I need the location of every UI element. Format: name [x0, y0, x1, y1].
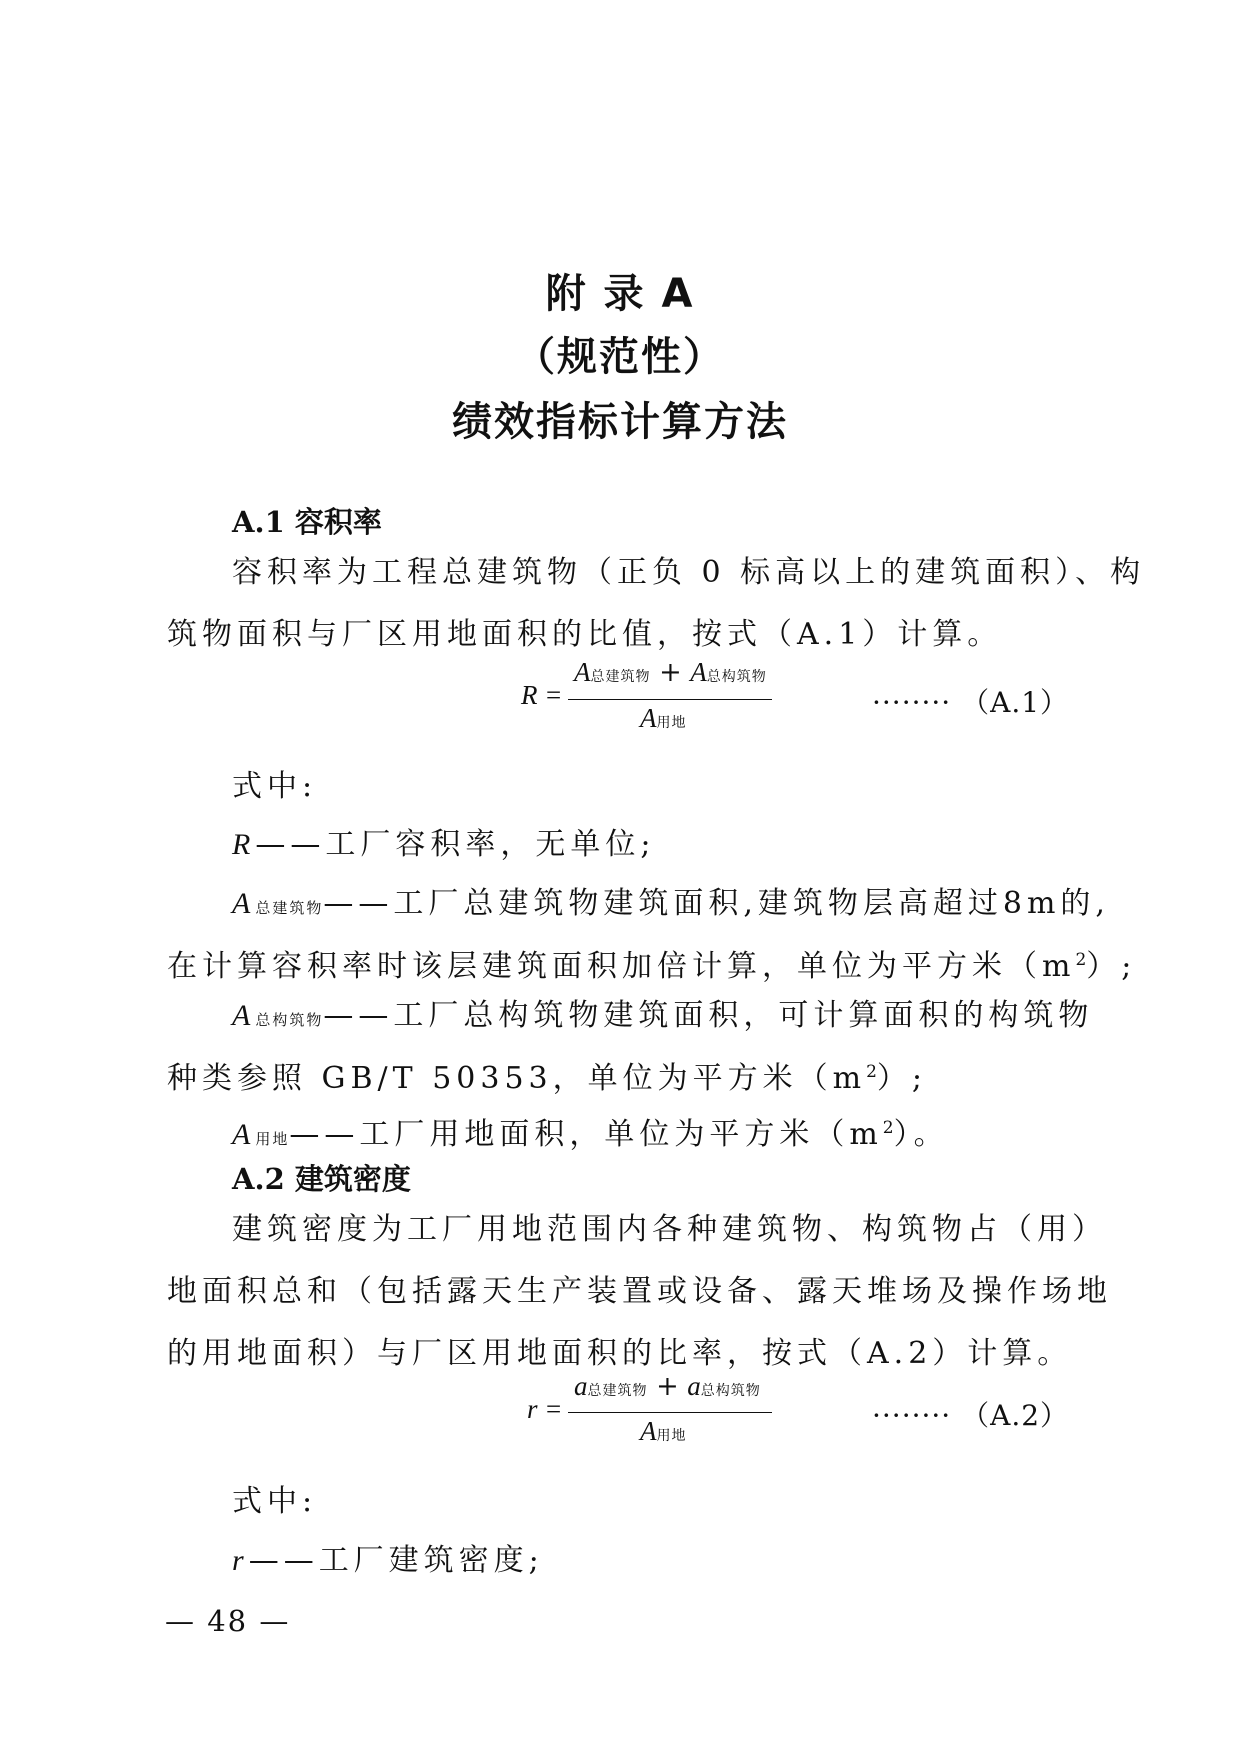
formula-a2-lhs: r = — [527, 1394, 563, 1424]
appendix-subject-title: 绩效指标计算方法 — [452, 399, 788, 445]
section-a1-paragraph-line2: 筑物面积与厂区用地面积的比值，按式（A.1）计算。 — [167, 617, 1003, 652]
formula-a2-fraction-bar — [568, 1412, 772, 1413]
formula-a1-fraction-bar — [568, 699, 772, 700]
section-a2-paragraph-line1: 建筑密度为工厂用地范围内各种建筑物、构筑物占（用） — [232, 1212, 1107, 1247]
section-a2-paragraph-line3: 的用地面积）与厂区用地面积的比率，按式（A.2）计算。 — [167, 1336, 1073, 1371]
section-a1-where: 式中: — [232, 769, 318, 804]
definition-a-total-structures-line2: 种类参照 GB/T 50353，单位为平方米$(m^2)$; — [167, 1061, 928, 1096]
definition-a-land: A用地——工厂用地面积，单位为平方米$(m^2)$。 — [232, 1117, 949, 1152]
page-number: — 48 — — [165, 1604, 291, 1638]
definition-a-total-buildings: A总建筑物——工厂总建筑物建筑面积,建筑物层高超过8m的, — [232, 886, 1110, 921]
formula-a2-numerator: a总建筑物 + a总构筑物 — [574, 1371, 761, 1402]
section-a2-where: 式中: — [232, 1484, 318, 1519]
formula-a2-number: ········ （A.2） — [872, 1399, 1070, 1432]
definition-r-density: r——工厂建筑密度; — [232, 1543, 544, 1578]
definition-a-total-buildings-line2: 在计算容积率时该层建筑面积加倍计算，单位为平方米$(m^2)$; — [167, 949, 1137, 984]
definition-r: R——工厂容积率，无单位; — [232, 827, 656, 862]
formula-a1-number: ········ （A.1） — [872, 686, 1070, 719]
formula-a1-denominator: A用地 — [640, 703, 687, 733]
section-a1-heading: A.1 容积率 — [232, 505, 382, 539]
definition-a-total-structures: A总构筑物——工厂总构筑物建筑面积，可计算面积的构筑物 — [232, 998, 1094, 1033]
section-a1-paragraph-line1: 容积率为工程总建筑物（正负 0 标高以上的建筑面积）、构 — [232, 555, 1146, 590]
formula-a1-numerator: A总建筑物 + A总构筑物 — [574, 657, 767, 688]
section-a2-heading: A.2 建筑密度 — [232, 1162, 411, 1196]
section-a2-paragraph-line2: 地面积总和（包括露天生产装置或设备、露天堆场及操作场地 — [167, 1274, 1112, 1309]
appendix-normative-label: （规范性） — [515, 334, 725, 380]
formula-a2-denominator: A用地 — [640, 1416, 687, 1446]
appendix-title: 附 录 A — [545, 271, 695, 317]
formula-a1-lhs: R = — [521, 680, 563, 710]
